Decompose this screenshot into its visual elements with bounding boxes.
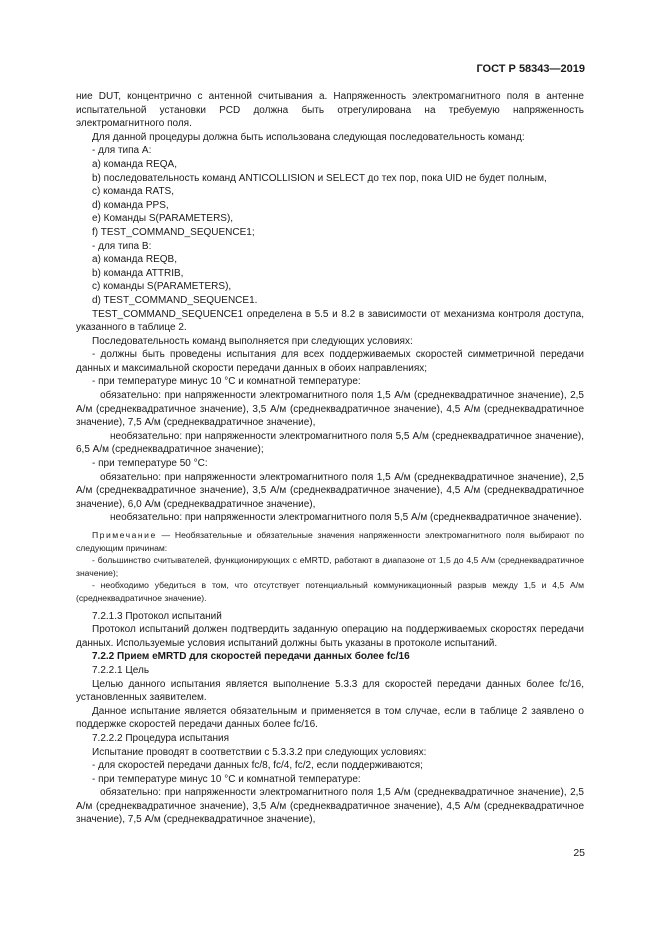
note-item: - необходимо убедиться в том, что отсутствует потенциальный коммуникационный разрыв между 1,5 и 4,5 А/м (среднеквадратичное значение). [76, 580, 584, 603]
page-body [76, 90, 584, 827]
paragraph: Протокол испытаний должен подтвердить заданную операцию на поддерживаемых скоростях передачи данных. Используемые условия испытаний должны быть указаны в протоколе испытаний. [76, 624, 584, 649]
paragraph: ние DUT, концентрично с антенной считывания a. Напряженность электромагнитного поля в антенне испытательной установки PCD должна быть отрегулирована на требуемую напряженность электромагнитного поля. [76, 91, 584, 130]
note-item: - большинство считывателей, функционирующих с eMRTD, работают в диапазоне от 1,5 до 4,5 А/м (среднеквадратичное значение); [76, 555, 584, 578]
paragraph: c) команды S(PARAMETERS), [92, 281, 232, 293]
paragraph: 7.2.2.1 Цель [92, 664, 150, 676]
page-number: 25 [573, 847, 585, 859]
paragraph: а) команда REQB, [92, 254, 177, 266]
paragraph: необязательно: при напряженности электромагнитного поля 5,5 А/м (среднеквадратичное значение), 6,5 А/м (среднеквадратичное значение); [76, 430, 584, 456]
paragraph: d) команда PPS, [92, 199, 169, 211]
paragraph: обязательно: при напряженности электромагнитного поля 1,5 А/м (среднеквадратичное значение), 2,5 А/м (среднеквадратичное значение), 3,5 А/м (среднеквадратичное значение), 4,5 А/м (среднеквадратичное значение), 7,5 А/м (среднеквадратичное значение), [76, 787, 584, 826]
paragraph: 7.2.2 Прием eMRTD для скоростей передачи данных более fc/16 [92, 651, 410, 663]
paragraph: Для данной процедуры должна быть использована следующая последовательность команд: [92, 131, 525, 143]
paragraph: обязательно: при напряженности электромагнитного поля 1,5 А/м (среднеквадратичное значение), 2,5 А/м (среднеквадратичное значение), 3,5 А/м (среднеквадратичное значение), 4,5 А/м (среднеквадратичное значение), 7,5 А/м (среднеквадратичное значение), [76, 390, 584, 429]
paragraph: e) Команды S(PARAMETERS), [92, 213, 234, 225]
paragraph: - при температуре 50 °C: [92, 458, 208, 470]
paragraph: - должны быть проведены испытания для всех поддерживаемых скоростей симметричной передачи данных и максимальной скорости передачи данных в обоих направлениях; [76, 349, 584, 374]
paragraph: b) последовательность команд ANTICOLLISION и SELECT до тех пор, пока UID не будет полным, [92, 172, 547, 184]
paragraph: TEST_COMMAND_SEQUENCE1 определена в 5.5 и 8.2 в зависимости от механизма контроля доступа, указанного в таблице 2. [76, 308, 584, 334]
paragraph: обязательно: при напряженности электромагнитного поля 1,5 А/м (среднеквадратичное значение), 2,5 А/м (среднеквадратичное значение), 3,5 А/м (среднеквадратичное значение), 4,5 А/м (среднеквадратичное значение), 6,0 А/м (среднеквадратичное значение), [76, 471, 584, 510]
paragraph: - для скоростей передачи данных fc/8, fc/4, fc/2, если поддерживаются; [92, 760, 423, 772]
paragraph: необязательно: при напряженности электромагнитного поля 5,5 А/м (среднеквадратичное значение). [110, 512, 582, 524]
paragraph: Целью данного испытания является выполнение 5.3.3 для скоростей передачи данных более fc/16, установленных заявителем. [76, 678, 584, 704]
paragraph: f) TEST_COMMAND_SEQUENCE1; [92, 226, 255, 238]
note-block [76, 529, 584, 605]
paragraph: 7.2.2.2 Процедура испытания [92, 732, 229, 744]
note-intro-text: — Необязательные и обязательные значения напряженности электромагнитного поля выбирают по следующим причинам: [76, 530, 584, 553]
document-code: ГОСТ Р 58343—2019 [476, 63, 585, 75]
paragraph: Испытание проводят в соответствии с 5.3.3.2 при следующих условиях: [92, 746, 427, 758]
paragraph: - для типа А: [92, 145, 152, 157]
section-text-block [76, 610, 584, 828]
paragraph: - при температуре минус 10 °C и комнатной температуре: [92, 376, 361, 388]
note-label: Примечание [92, 530, 157, 540]
paragraph: 7.2.1.3 Протокол испытаний [92, 610, 222, 622]
note-intro [76, 529, 584, 554]
paragraph: - при температуре минус 10 °C и комнатной температуре: [92, 773, 361, 785]
paragraph: d) TEST_COMMAND_SEQUENCE1. [92, 294, 258, 306]
paragraph: Данное испытание является обязательным и применяется в том случае, если в таблице 2 заявлено о поддержке скоростей передачи данных более fc/16. [76, 705, 584, 731]
paragraph: - для типа В: [92, 240, 152, 252]
paragraph: Последовательность команд выполняется при следующих условиях: [92, 335, 413, 347]
paragraph: а) команда REQA, [92, 158, 177, 170]
main-text-block [76, 90, 584, 525]
paragraph: b) команда ATTRIB, [92, 267, 184, 279]
paragraph: c) команда RATS, [92, 186, 174, 198]
